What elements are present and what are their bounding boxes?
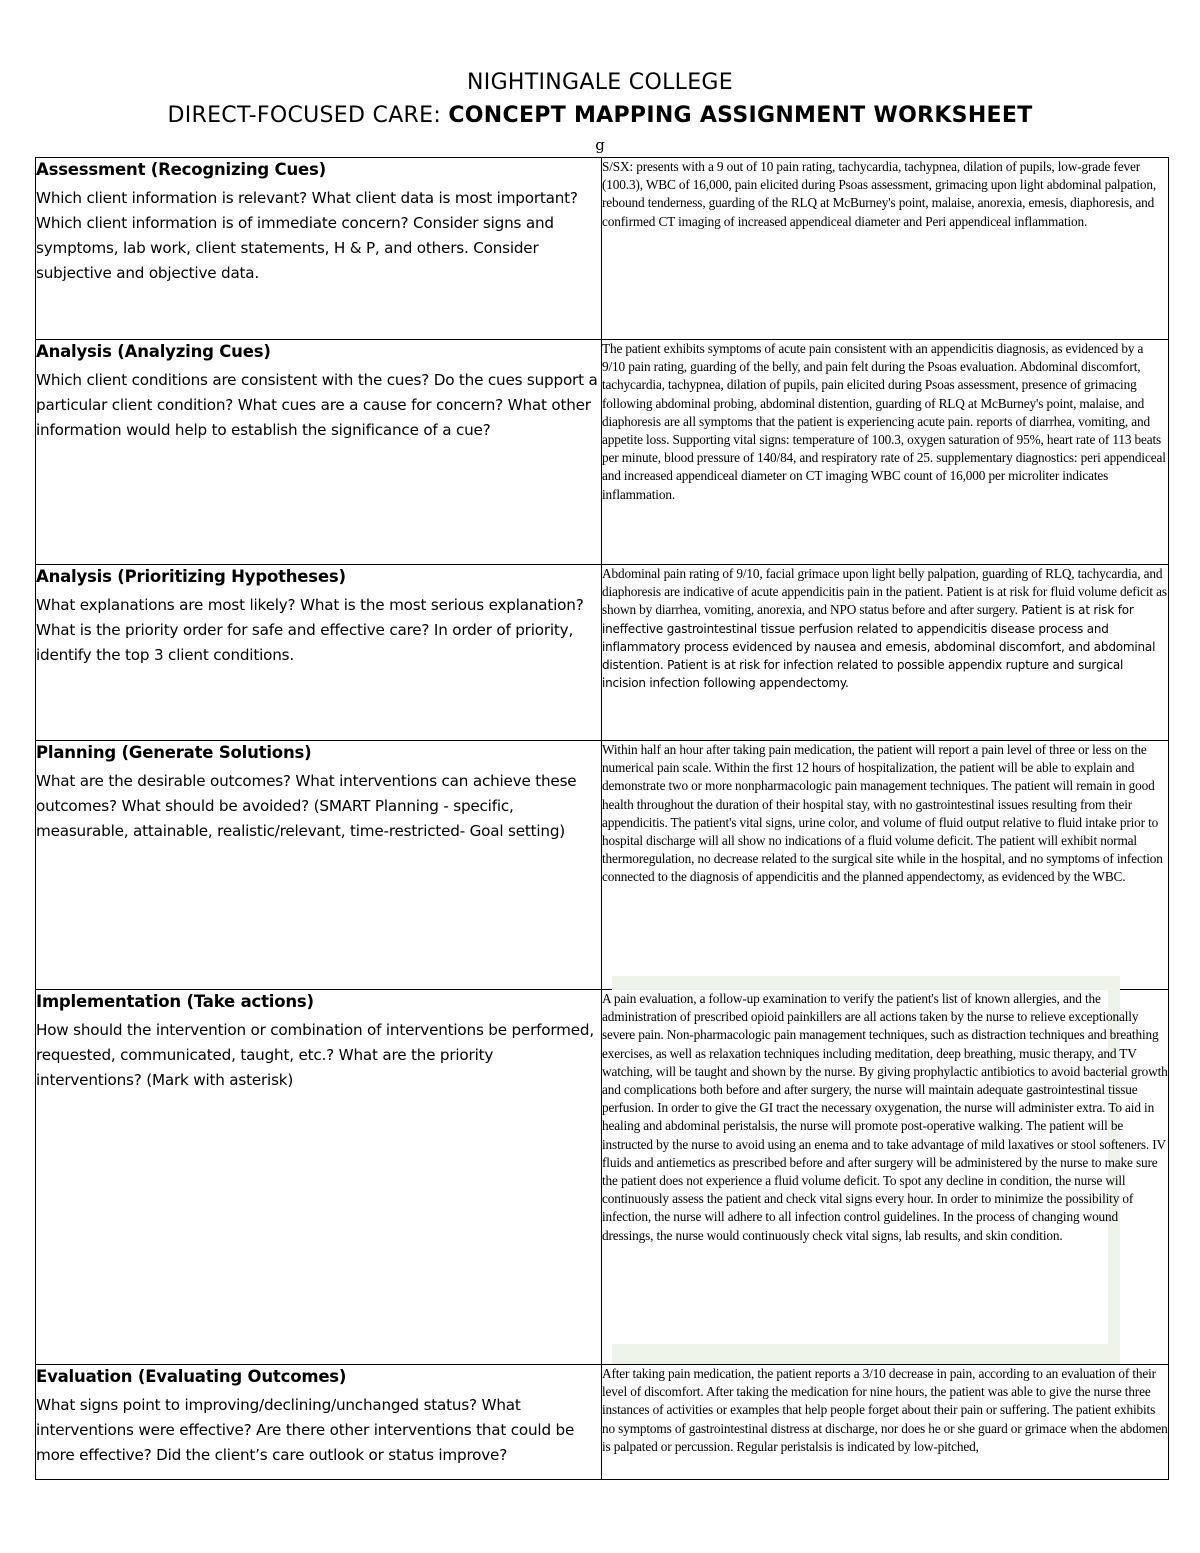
answer-cell-prioritizing xyxy=(602,565,1169,741)
answer-text: The patient exhibits symptoms of acute pain consistent with an appendicitis diagnosis, as evidenced by a 9/10 pain rating, guarding of the belly, and pain felt during the Psoas evaluation. Abdominal discomfort, tachycardia, tachypnea, dilation of pupils, pain elicited during Psoas assessment, presence of grimacing following abdominal probing, abdominal distention, guarding of RLQ at McBurney's point, malaise, and diaphoresis are all symptoms that the patient is experiencing acute pain. reports of diarrhea, vomiting, and appetite loss. Supporting vital signs: temperature of 100.3, oxygen saturation of 95%, heart rate of 113 beats per minute, blood pressure of 140/84, and respiratory rate of 25. supplementary diagnostics: peri appendiceal and increased appendiceal diameter on CT imaging WBC count of 16,000 per microliter indicates inflammation. xyxy=(602,341,1166,502)
answer-sans-part: Patient is at risk for ineffective gastrointestinal tissue perfusion related to appendicitis disease process and inflammatory process evidenced by nausea and emesis, abdominal discomfort, and abdominal distention. Patient is at risk for infection related to possible appendix rupture and surgical incision infection following appendectomy. xyxy=(602,603,1156,691)
row-analysis-cues xyxy=(36,340,1169,565)
highlight-shade xyxy=(612,1344,1120,1364)
section-heading: Analysis (Prioritizing Hypotheses) xyxy=(36,567,346,586)
section-cell-planning xyxy=(36,741,602,990)
section-prompt: Which client information is relevant? What client data is most important? Which client information is of immediate concern? Consider signs and symptoms, lab work, client statements, H & P, and others. Consider subjective and objective data. xyxy=(36,189,578,282)
title-prefix: DIRECT-FOCUSED CARE: xyxy=(167,103,449,128)
section-cell-assessment xyxy=(36,158,602,340)
answer-text xyxy=(602,565,1168,692)
answer-text: S/SX: presents with a 9 out of 10 pain rating, tachycardia, tachypnea, dilation of pupils, low-grade fever (100.3), WBC of 16,000, pain elicited during Psoas assessment, grimacing upon light abdominal palpation, rebound tenderness, guarding of the RLQ at McBurney's point, malaise, anorexia, emesis, diaphoresis, and confirmed CT imaging of increased appendiceal diameter and Peri appendiceal inflammation. xyxy=(602,159,1156,229)
answer-cell-assessment xyxy=(602,158,1169,340)
answer-cell-analysis-cues xyxy=(602,340,1169,565)
section-cell-evaluation xyxy=(36,1365,602,1480)
section-heading: Implementation (Take actions) xyxy=(36,992,314,1011)
row-planning xyxy=(36,741,1169,990)
row-prioritizing xyxy=(36,565,1169,741)
answer-cell-evaluation xyxy=(602,1365,1169,1480)
row-evaluation xyxy=(36,1365,1169,1480)
section-prompt: What signs point to improving/declining/unchanged status? What interventions were effective? Are there other interventions that could be more effective? Did the client’s care outlook or status improve? xyxy=(36,1396,575,1464)
section-heading: Assessment (Recognizing Cues) xyxy=(36,160,326,179)
college-name: NIGHTINGALE COLLEGE xyxy=(467,70,733,95)
answer-serif-part: Abdominal pain rating of 9/10, facial grimace upon light belly palpation, guarding of RLQ, tachycardia, and diaphoresis are indicative of acute appendicitis pain in the patient. Patient is at risk for fluid volume deficit as shown by diarrhea, vomiting, anorexia, and NPO status before and after surgery. xyxy=(602,566,1167,618)
section-prompt: Which client conditions are consistent with the cues? Do the cues support a particular client condition? What cues are a cause for concern? What other information would help to establish the significance of a cue? xyxy=(36,371,598,439)
concept-map-table xyxy=(35,157,1169,1480)
row-implementation xyxy=(36,990,1169,1365)
row-assessment xyxy=(36,158,1169,340)
section-cell-implementation xyxy=(36,990,602,1365)
section-prompt: How should the intervention or combination of interventions be performed, requested, communicated, taught, etc.? What are the priority interventions? (Mark with asterisk) xyxy=(36,1021,594,1089)
answer-text: After taking pain medication, the patient reports a 3/10 decrease in pain, according to an evaluation of their level of discomfort. After taking the medication for nine hours, the patient was able to give the nurse three instances of activities or examples that help people forget about their pain or suffering. The patient exhibits no symptoms of gastrointestinal distress at discharge, nor does he or she guard or grimace when the abdomen is palpated or percussion. Regular peristalsis is indicated by low-pitched, xyxy=(602,1366,1168,1454)
answer-text: Within half an hour after taking pain medication, the patient will report a pain level of three or less on the numerical pain scale. Within the first 12 hours of hospitalization, the patient will be able to explain and demonstrate two or more nonpharmacologic pain management techniques. The patient will remain in good health throughout the duration of their hospital stay, with no gastrointestinal issues resulting from their appendicitis. The patient's vital signs, urine color, and volume of fluid output relative to fluid intake prior to hospital discharge will all show no indications of a fluid volume deficit. The patient will exhibit normal thermoregulation, no decrease related to the surgical site while in the hospital, and no symptoms of infection connected to the diagnosis of appendicitis and the planned appendectomy, as evidenced by the WBC. xyxy=(602,742,1163,885)
answer-cell-implementation xyxy=(602,990,1169,1365)
stray-character: g xyxy=(595,136,605,154)
section-heading: Analysis (Analyzing Cues) xyxy=(36,342,271,361)
title-bold: CONCEPT MAPPING ASSIGNMENT WORKSHEET xyxy=(448,103,1033,128)
worksheet-title xyxy=(0,103,1200,128)
section-prompt: What are the desirable outcomes? What interventions can achieve these outcomes? What should be avoided? (SMART Planning - specific, measurable, attainable, realistic/relevant, time-restricted- Goal setting) xyxy=(36,772,577,840)
section-prompt: What explanations are most likely? What is the most serious explanation? What is the priority order for safe and effective care? In order of priority, identify the top 3 client conditions. xyxy=(36,596,584,664)
answer-text: A pain evaluation, a follow-up examination to verify the patient's list of known allergies, and the administration of prescribed opioid painkillers are all actions taken by the nurse to relieve exceptionally severe pain. Non-pharmacologic pain management techniques, such as distraction techniques and breathing exercises, as well as relaxation techniques including meditation, deep breathing, music therapy, and TV watching, will be taught and shown by the nurse. By giving prophylactic antibiotics to avoid bacterial growth and complications both before and after surgery, the nurse will maintain adequate gastrointestinal tissue perfusion. In order to give the GI tract the necessary oxygenation, the nurse will administer extra. To aid in healing and abdominal peristalsis, the nurse will promote post-operative walking. The patient will be instructed by the nurse to avoid using an enema and to take advantage of mild laxatives or stool softeners. IV fluids and antiemetics as prescribed before and after surgery will be administered by the nurse to make sure the patient does not experience a fluid volume deficit. To spot any decline in condition, the nurse will continuously assess the patient and check vital signs every hour. In order to minimize the possibility of infection, the nurse will adhere to all infection control guidelines. In the process of changing wound dressings, the nurse would continuously check vital signs, lab results, and skin condition. xyxy=(602,991,1168,1243)
highlight-shade xyxy=(612,976,1120,990)
section-heading: Planning (Generate Solutions) xyxy=(36,743,312,762)
answer-cell-planning xyxy=(602,741,1169,990)
section-heading: Evaluation (Evaluating Outcomes) xyxy=(36,1367,347,1386)
section-cell-prioritizing xyxy=(36,565,602,741)
section-cell-analysis-cues xyxy=(36,340,602,565)
